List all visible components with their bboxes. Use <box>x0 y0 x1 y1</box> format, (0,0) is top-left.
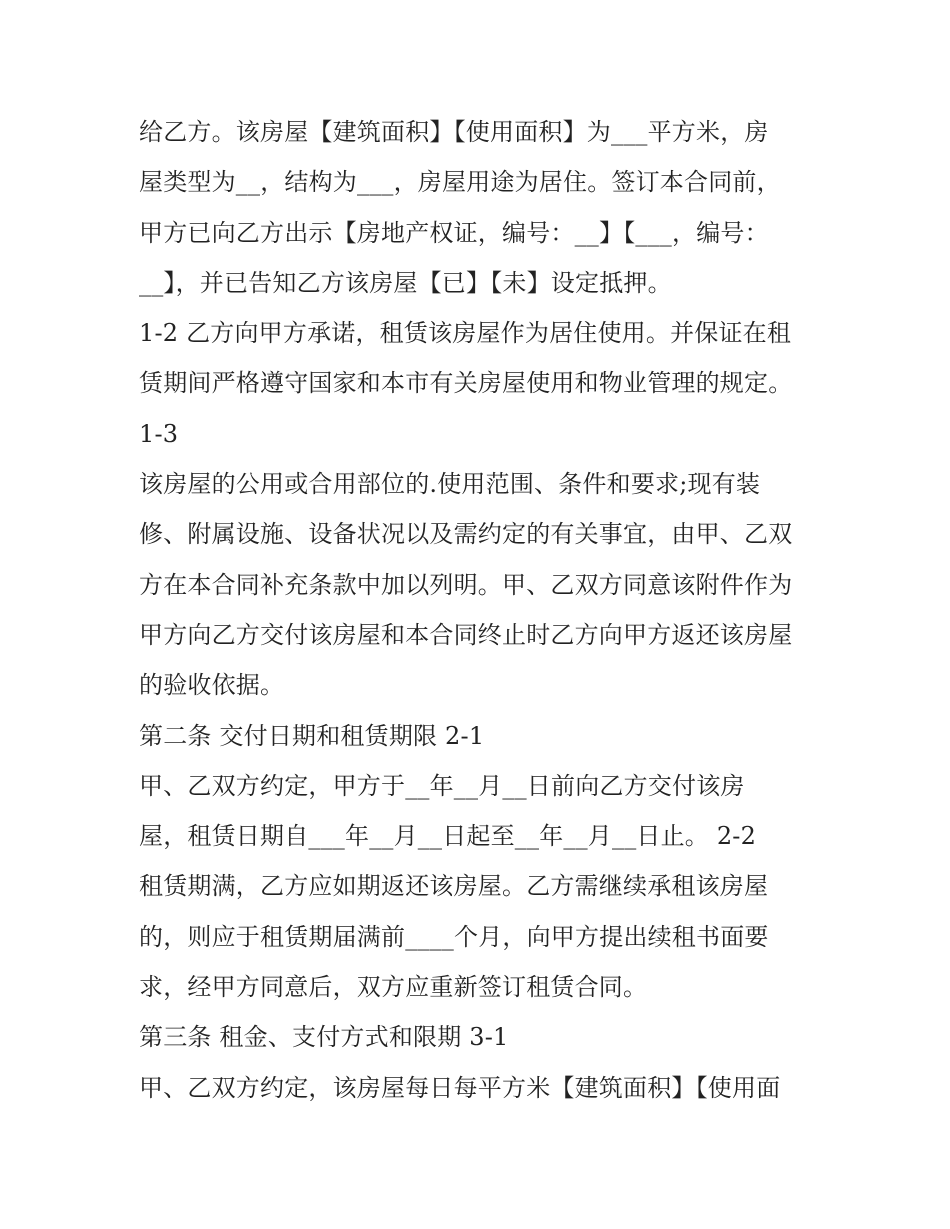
text-line: 屋类型为__，结构为___，房屋用途为居住。签订本合同前， <box>139 168 781 197</box>
text-line: 修、附属设施、设备状况以及需约定的有关事宜，由甲、乙双 <box>139 520 793 549</box>
section-heading: 第二条 交付日期和租赁期限 2-1 <box>139 721 485 750</box>
text-line: 的验收依据。 <box>139 671 285 700</box>
document-body <box>139 107 829 1113</box>
text-line: 赁期间严格遵守国家和本市有关房屋使用和物业管理的规定。 <box>139 369 793 398</box>
section-heading: 第三条 租金、支付方式和限期 3-1 <box>139 1023 509 1052</box>
text-line: 给乙方。该房屋【建筑面积】【使用面积】为___平方米，房 <box>139 118 769 146</box>
text-line: 甲、乙双方约定，甲方于__年__月__日前向乙方交付该房 <box>139 771 745 800</box>
text-line: 1-3 <box>139 419 179 448</box>
text-line: 求，经甲方同意后，双方应重新签订租赁合同。 <box>139 973 648 1002</box>
text-line: 甲方已向乙方出示【房地产权证，编号：__】【___，编号： <box>139 218 769 247</box>
text-line: 1-2 乙方向甲方承诺，租赁该房屋作为居住使用。并保证在租 <box>139 319 792 348</box>
text-line: 方在本合同补充条款中加以列明。甲、乙双方同意该附件作为 <box>139 570 793 599</box>
text-line: 该房屋的公用或合用部位的.使用范围、条件和要求;现有装 <box>139 470 761 499</box>
text-line: 甲方向乙方交付该房屋和本合同终止时乙方向甲方返还该房屋 <box>139 620 793 649</box>
text-line: 的，则应于租赁期届满前____个月，向甲方提出续租书面要 <box>139 922 769 951</box>
text-line: 甲、乙双方约定，该房屋每日每平方米【建筑面积】【使用面 <box>139 1073 781 1102</box>
text-line: __】，并已告知乙方该房屋【已】【未】设定抵押。 <box>139 268 672 297</box>
text-line: 租赁期满，乙方应如期返还该房屋。乙方需继续承租该房屋 <box>139 872 769 901</box>
text-line: 屋，租赁日期自___年__月__日起至__年__月__日止。 2-2 <box>139 822 757 851</box>
